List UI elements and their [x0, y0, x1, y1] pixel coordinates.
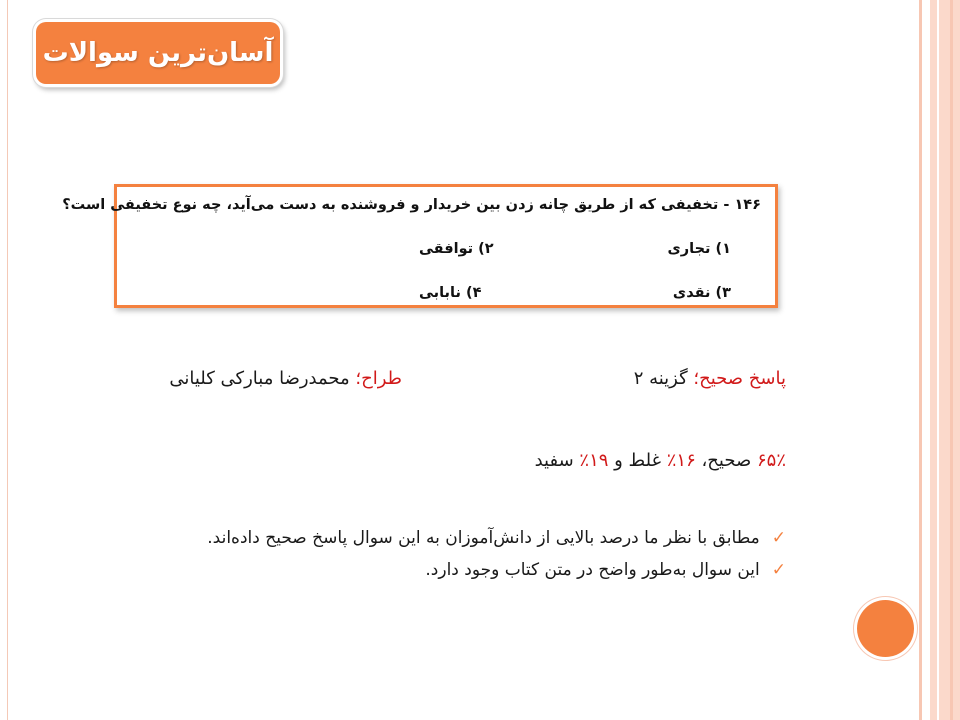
answer-value: گزینه ۲ — [633, 368, 694, 389]
decor-stripe — [950, 0, 953, 720]
question-box — [62, 184, 778, 308]
designer — [169, 368, 402, 389]
decor-stripe — [937, 0, 939, 720]
decor-stripe — [930, 0, 960, 720]
left-border-line — [0, 0, 8, 720]
list-item — [207, 528, 786, 548]
notes-list — [207, 528, 786, 592]
correct-answer — [634, 368, 786, 389]
check-icon: ✓ — [771, 528, 786, 548]
stat-blank-text: سفید — [534, 450, 580, 471]
stat-wrong: ۱۶٪ — [666, 450, 696, 471]
stat-blank: ۱۹٪ — [579, 450, 609, 471]
answer-label: پاسخ صحیح؛ — [693, 368, 786, 389]
question-stem: ۱۴۶ - تخفیفی که از طریق چانه زدن بین خریدار و فروشنده به دست می‌آید، چه نوع تخفیفی است؟ — [62, 197, 761, 213]
designer-label: طراح؛ — [355, 368, 402, 389]
title-banner — [36, 22, 280, 84]
stat-wrong-text: غلط و — [608, 450, 667, 471]
stat-correct: ۶۵٪ — [756, 450, 786, 471]
stat-correct-text: صحیح، — [695, 450, 757, 471]
note-text: مطابق با نظر ما درصد بالایی از دانش‌آموزان به این سوال پاسخ صحیح داده‌اند. — [207, 528, 760, 548]
slide-title: آسان‌ترین سوالات — [42, 38, 274, 68]
check-icon: ✓ — [771, 560, 786, 580]
note-text: این سوال به‌طور واضح در متن کتاب وجود دارد. — [425, 560, 760, 580]
decor-stripe — [919, 0, 922, 720]
list-item — [207, 560, 786, 580]
option-1: ۱) تجاری — [667, 241, 731, 257]
option-4: ۴) نابابی — [419, 285, 482, 301]
designer-name: محمدرضا مبارکی کلیانی — [169, 368, 356, 389]
decor-circle — [857, 600, 914, 657]
option-3: ۳) نقدی — [672, 285, 731, 301]
option-2: ۲) توافقی — [419, 241, 494, 257]
answer-stats — [535, 450, 786, 471]
